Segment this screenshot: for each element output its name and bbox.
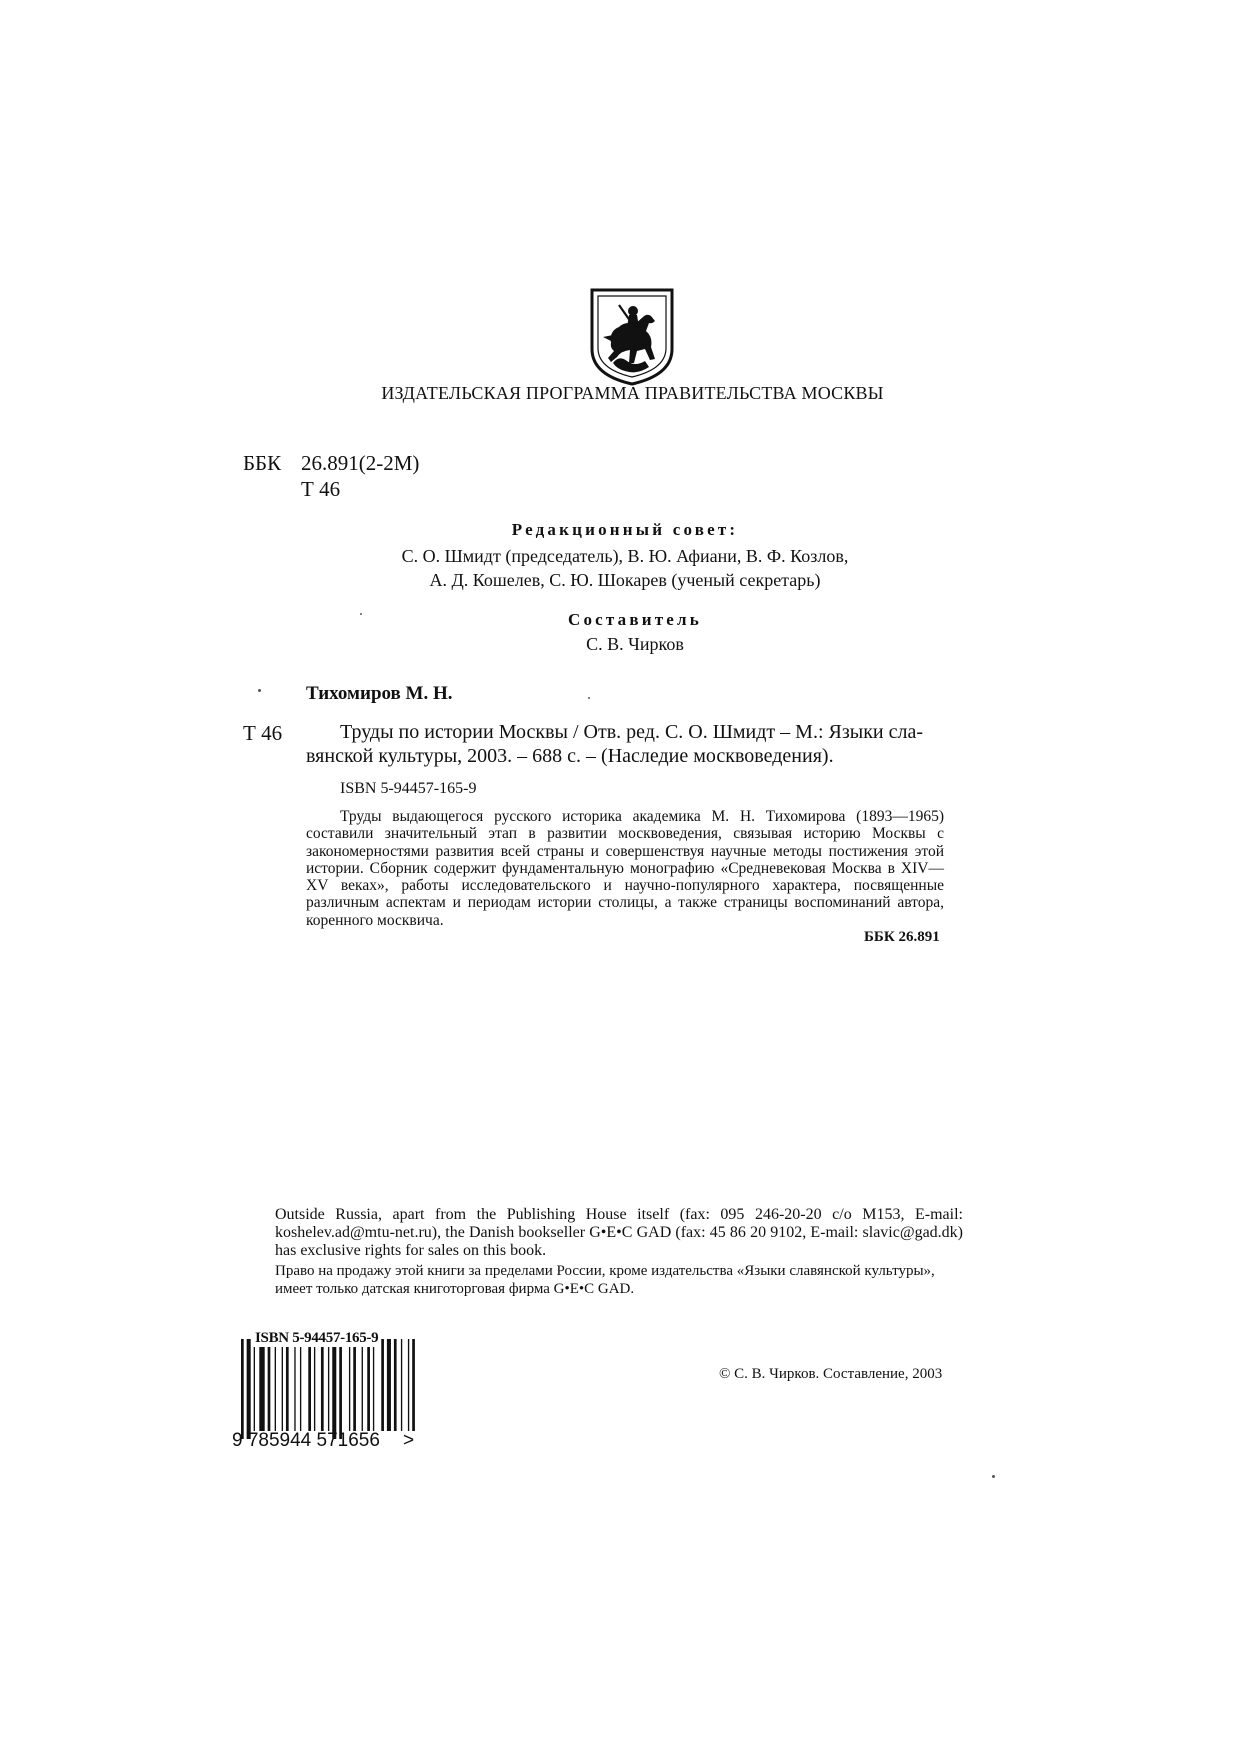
- barcode-bar: [254, 1339, 255, 1431]
- editorial-board-line: А. Д. Кошелев, С. Ю. Шокарев (ученый секретарь): [429, 570, 821, 590]
- barcode-bar: [339, 1339, 342, 1439]
- barcode-bar: [362, 1339, 363, 1431]
- barcode-bar: [349, 1339, 350, 1431]
- barcode-bar: [294, 1339, 295, 1431]
- scan-speck: [258, 689, 261, 692]
- barcode-bar: [394, 1339, 397, 1431]
- barcode-bar: [268, 1339, 271, 1431]
- catalog-isbn: ISBN 5-94457-165-9: [340, 780, 477, 797]
- compiler-heading: Составитель: [568, 610, 702, 629]
- barcode-bar: [401, 1339, 402, 1431]
- copyright-notice: © С. В. Чирков. Составление, 2003: [719, 1366, 943, 1382]
- barcode-bar: [241, 1339, 244, 1439]
- catalog-author-mark: Т 46: [243, 721, 283, 745]
- barcode-bar: [308, 1339, 311, 1431]
- catalog-author: Тихомиров М. Н.: [306, 683, 453, 704]
- barcode-isbn: ISBN 5-94457-165-9: [252, 1330, 381, 1347]
- compiler-name: С. В. Чирков: [586, 634, 684, 654]
- barcode-bar: [373, 1339, 374, 1431]
- barcode-bar: [381, 1339, 384, 1431]
- barcode-ean-number: 9 785944 571656: [232, 1430, 380, 1451]
- barcode-bar: [300, 1339, 301, 1431]
- bbk-short-code: ББК 26.891: [864, 929, 940, 945]
- barcode-bar: [314, 1339, 315, 1431]
- bbk-code: 26.891(2-2М): [301, 451, 420, 475]
- catalog-title-line: Труды по истории Москвы / Отв. ред. С. О. Шмидт – М.: Языки сла-: [340, 721, 924, 743]
- editorial-board-line: С. О. Шмидт (председатель), В. Ю. Афиани, В. Ф. Козлов,: [401, 546, 849, 566]
- barcode-bar: [367, 1339, 370, 1431]
- moscow-coat-of-arms-icon: [589, 287, 675, 387]
- barcode-bar: [247, 1339, 251, 1439]
- barcode-bar: [328, 1339, 329, 1431]
- sales-rights-english: Outside Russia, apart from the Publishing House itself (fax: 095 246-20-20 c/o M153, E-mail: koshelev.ad@mtu-net.ru), the Danish bookseller G•E•C GAD (fax: 45 86 20 9102, E-mail: slavic@gad.dk) has exclusive rights for sales on this book.: [275, 1206, 963, 1259]
- barcode-bar: [286, 1339, 289, 1431]
- scan-speck: [992, 1475, 995, 1478]
- barcode-end-mark: >: [403, 1430, 415, 1451]
- book-annotation: Труды выдающегося русского историка академика М. Н. Тихомирова (1893—1965) составили значительный этап в развитии москвоведения, связывая историю Москвы с закономерностями развития всей страны и совершенствуя научные методы постижения этой истории. Сборник содержит фундаментальную монографию «Средневековая Москва в XIV—XV веках», работы исследовательского и научно-популярного характера, посвященные различным аспектам и периодам истории столицы, а также страницы воспоминаний автора, коренного москвича.: [306, 808, 944, 929]
- bbk-label: ББК: [243, 451, 282, 475]
- barcode-bar: [321, 1339, 324, 1431]
- barcode-bar: [332, 1339, 336, 1439]
- sales-rights-russian: Право на продажу этой книги за пределами России, кроме издательства «Языки славянской культуры», имеет только датская книготорговая фирма G•E•C GAD.: [275, 1263, 935, 1297]
- publishing-program-title: ИЗДАТЕЛЬСКАЯ ПРОГРАММА ПРАВИТЕЛЬСТВА МОСКВЫ: [381, 383, 884, 403]
- author-mark: Т 46: [301, 477, 341, 501]
- catalog-title-line: вянской культуры, 2003. – 688 с. – (Наследие москвоведения).: [306, 745, 834, 767]
- barcode-bar: [282, 1339, 283, 1431]
- bbk-classification: [243, 451, 419, 476]
- barcode-bar: [387, 1339, 391, 1431]
- barcode-bar: [408, 1339, 409, 1431]
- scan-speck: [360, 613, 362, 615]
- barcode-bar: [412, 1339, 415, 1431]
- barcode-bar: [275, 1339, 276, 1431]
- barcode-bar: [259, 1339, 264, 1431]
- editorial-board-heading: Редакционный совет:: [511, 520, 739, 539]
- scan-speck: [588, 697, 590, 699]
- barcode-bar: [353, 1339, 356, 1431]
